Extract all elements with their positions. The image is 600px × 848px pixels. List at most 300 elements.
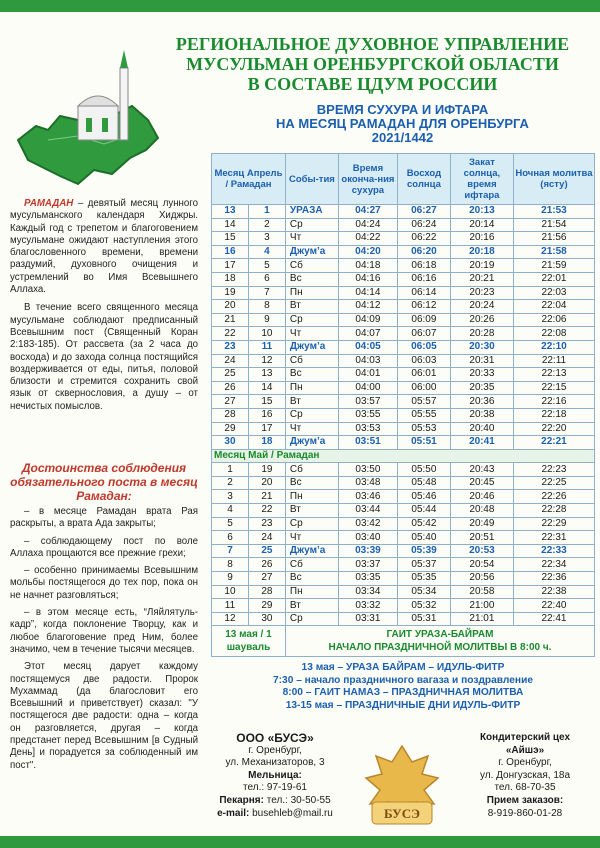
ramadan-day-cell: 11 bbox=[248, 340, 285, 354]
event-cell: Пн bbox=[285, 585, 338, 599]
iftar-cell: 20:23 bbox=[450, 286, 513, 300]
day-cell: 6 bbox=[212, 531, 249, 545]
sunrise-cell: 06:27 bbox=[397, 205, 450, 219]
sunrise-cell: 06:07 bbox=[397, 327, 450, 341]
event-cell: Чт bbox=[285, 327, 338, 341]
ramadan-day-cell: 5 bbox=[248, 259, 285, 273]
ramadan-intro bbox=[10, 198, 198, 419]
shop-phone: тел. 68-70-35 bbox=[494, 782, 556, 794]
day-cell: 17 bbox=[212, 259, 249, 273]
iftar-cell: 20:26 bbox=[450, 313, 513, 327]
day-cell: 28 bbox=[212, 408, 249, 422]
event-cell: Вт bbox=[285, 395, 338, 409]
night-prayer-cell: 22:20 bbox=[513, 422, 594, 436]
iftar-cell: 21:00 bbox=[450, 599, 513, 613]
subtitle-line-1: ВРЕМЯ СУХУРА И ИФТАРА bbox=[316, 102, 489, 117]
night-prayer-cell: 22:01 bbox=[513, 272, 594, 286]
night-prayer-cell: 22:06 bbox=[513, 313, 594, 327]
night-prayer-cell: 22:36 bbox=[513, 572, 594, 586]
ramadan-day-cell: 23 bbox=[248, 517, 285, 531]
col-sunset: Закат солнца, время ифтара bbox=[450, 154, 513, 205]
email-address[interactable]: busehleb@mail.ru bbox=[252, 807, 333, 819]
ramadan-day-cell: 22 bbox=[248, 504, 285, 518]
title-line-1: РЕГИОНАЛЬНОЕ ДУХОВНОЕ УПРАВЛЕНИЕ bbox=[175, 34, 570, 54]
day-cell: 3 bbox=[212, 490, 249, 504]
ramadan-day-cell: 3 bbox=[248, 232, 285, 246]
ramadan-day-cell: 19 bbox=[248, 463, 285, 477]
sunrise-cell: 05:50 bbox=[397, 463, 450, 477]
suhur-cell: 04:03 bbox=[338, 354, 397, 368]
holiday-events bbox=[211, 662, 595, 712]
event-cell: УРАЗА bbox=[285, 205, 338, 219]
night-prayer-cell: 22:04 bbox=[513, 300, 594, 314]
iftar-cell: 20:53 bbox=[450, 544, 513, 558]
ramadan-day-cell: 12 bbox=[248, 354, 285, 368]
night-prayer-cell: 22:13 bbox=[513, 368, 594, 382]
bakery-line bbox=[200, 795, 350, 808]
day-cell: 10 bbox=[212, 585, 249, 599]
suhur-cell: 03:31 bbox=[338, 612, 397, 626]
day-cell: 20 bbox=[212, 300, 249, 314]
suhur-cell: 03:55 bbox=[338, 408, 397, 422]
shop-title-1: Кондитерский цех bbox=[479, 732, 571, 743]
night-prayer-cell: 22:40 bbox=[513, 599, 594, 613]
event-line-1: 13 мая – УРАЗА БАЙРАМ – ИДУЛЬ-ФИТР bbox=[301, 662, 505, 673]
table-row bbox=[212, 422, 595, 436]
night-prayer-cell: 22:25 bbox=[513, 476, 594, 490]
ramadan-day-cell: 13 bbox=[248, 368, 285, 382]
event-cell: Вс bbox=[285, 272, 338, 286]
mill-phone: тел.: 97-19-61 bbox=[243, 782, 307, 794]
suhur-cell: 03:39 bbox=[338, 544, 397, 558]
bottom-band bbox=[0, 836, 600, 848]
table-row bbox=[212, 599, 595, 613]
iftar-cell: 20:31 bbox=[450, 354, 513, 368]
night-prayer-cell: 22:10 bbox=[513, 340, 594, 354]
event-cell: Вт bbox=[285, 504, 338, 518]
dignity-item: – в месяце Рамадан врата Рая раскрыты, а врата Ада закрыты; bbox=[10, 506, 198, 530]
day-cell: 5 bbox=[212, 517, 249, 531]
suhur-cell: 04:09 bbox=[338, 313, 397, 327]
day-cell: 2 bbox=[212, 476, 249, 490]
night-prayer-cell: 21:56 bbox=[513, 232, 594, 246]
day-cell: 27 bbox=[212, 395, 249, 409]
table-row bbox=[212, 354, 595, 368]
ramadan-day-cell: 29 bbox=[248, 599, 285, 613]
night-prayer-cell: 22:38 bbox=[513, 585, 594, 599]
suhur-cell: 04:00 bbox=[338, 381, 397, 395]
event-cell: Пн bbox=[285, 286, 338, 300]
suhur-cell: 04:01 bbox=[338, 368, 397, 382]
table-row bbox=[212, 612, 595, 626]
day-cell: 24 bbox=[212, 354, 249, 368]
sunrise-cell: 05:42 bbox=[397, 517, 450, 531]
night-prayer-cell: 21:58 bbox=[513, 245, 594, 259]
event-cell: Чт bbox=[285, 232, 338, 246]
event-cell: Ср bbox=[285, 313, 338, 327]
ramadan-day-cell: 8 bbox=[248, 300, 285, 314]
iftar-cell: 21:01 bbox=[450, 612, 513, 626]
suhur-cell: 04:22 bbox=[338, 232, 397, 246]
event-line-4: 13-15 мая – ПРАЗДНИЧНЫЕ ДНИ ИДУЛЬ-ФИТР bbox=[285, 699, 521, 711]
sunrise-cell: 06:14 bbox=[397, 286, 450, 300]
iftar-cell: 20:30 bbox=[450, 340, 513, 354]
sunrise-cell: 05:57 bbox=[397, 395, 450, 409]
sunrise-cell: 05:53 bbox=[397, 422, 450, 436]
iftar-cell: 20:21 bbox=[450, 272, 513, 286]
sunrise-cell: 06:16 bbox=[397, 272, 450, 286]
iftar-cell: 20:19 bbox=[450, 259, 513, 273]
event-cell: Ср bbox=[285, 517, 338, 531]
event-line-3: 8:00 – ГАИТ НАМАЗ – ПРАЗДНИЧНАЯ МОЛИТВА bbox=[282, 687, 524, 699]
event-cell: Сб bbox=[285, 259, 338, 273]
ramadan-day-cell: 10 bbox=[248, 327, 285, 341]
day-cell: 29 bbox=[212, 422, 249, 436]
page-title bbox=[150, 34, 595, 94]
day-cell: 8 bbox=[212, 558, 249, 572]
event-cell: Вс bbox=[285, 572, 338, 586]
company-name: ООО «БУСЭ» bbox=[236, 731, 314, 745]
table-row bbox=[212, 340, 595, 354]
iftar-cell: 20:45 bbox=[450, 476, 513, 490]
day-cell: 15 bbox=[212, 232, 249, 246]
table-row bbox=[212, 232, 595, 246]
col-suhur-end: Время оконча-ния сухура bbox=[338, 154, 397, 205]
table-row bbox=[212, 490, 595, 504]
email-label: e-mail: bbox=[217, 807, 250, 819]
table-row bbox=[212, 300, 595, 314]
suhur-cell: 03:44 bbox=[338, 504, 397, 518]
eid-text-1: ГАИТ УРАЗА-БАЙРАМ bbox=[386, 629, 494, 641]
table-row bbox=[212, 408, 595, 422]
ramadan-day-cell: 25 bbox=[248, 544, 285, 558]
iftar-cell: 20:24 bbox=[450, 300, 513, 314]
table-row bbox=[212, 205, 595, 219]
col-month: Месяц Апрель / Рамадан bbox=[212, 154, 286, 205]
dignity-item: – соблюдающему пост по воле Аллаха прощаются все прежние грехи; bbox=[10, 535, 198, 559]
day-cell: 9 bbox=[212, 572, 249, 586]
night-prayer-cell: 22:21 bbox=[513, 436, 594, 450]
intro-paragraph-2: В течение всего священного месяца мусульмане соблюдают предписанный Всевышним пост (Священный Коран 2:183-185). От рассвета (за 2 часа до восхода) и до захода солнца постящийся воздерживается от еды, питья, половой близости и стремится сохранить свой язык от сквернословия, а душу – от нечистых помыслов. bbox=[10, 302, 198, 412]
may-section bbox=[212, 449, 595, 463]
schedule-subtitle bbox=[210, 103, 595, 145]
emblem-text: БУСЭ bbox=[384, 806, 420, 821]
suhur-cell: 04:16 bbox=[338, 272, 397, 286]
sunrise-cell: 05:35 bbox=[397, 572, 450, 586]
event-cell: Джум’а bbox=[285, 436, 338, 450]
shop-info bbox=[455, 732, 595, 820]
intro-paragraph-1 bbox=[10, 198, 198, 296]
email-line bbox=[200, 808, 350, 821]
eid-row bbox=[212, 626, 595, 657]
title-line-2: МУСУЛЬМАН ОРЕНБУРГСКОЙ ОБЛАСТИ bbox=[186, 54, 559, 74]
ramadan-day-cell: 20 bbox=[248, 476, 285, 490]
ramadan-day-cell: 28 bbox=[248, 585, 285, 599]
event-cell: Вт bbox=[285, 599, 338, 613]
sunrise-cell: 05:51 bbox=[397, 436, 450, 450]
day-cell: 25 bbox=[212, 368, 249, 382]
may-header: Месяц Май / Рамадан bbox=[212, 449, 595, 463]
night-prayer-cell: 22:16 bbox=[513, 395, 594, 409]
event-cell: Чт bbox=[285, 422, 338, 436]
ramadan-day-cell: 18 bbox=[248, 436, 285, 450]
table-row bbox=[212, 286, 595, 300]
iftar-cell: 20:38 bbox=[450, 408, 513, 422]
night-prayer-cell: 21:54 bbox=[513, 218, 594, 232]
table-row bbox=[212, 572, 595, 586]
shop-title-2: «Айшэ» bbox=[505, 744, 545, 756]
iftar-cell: 20:40 bbox=[450, 422, 513, 436]
sunrise-cell: 05:37 bbox=[397, 558, 450, 572]
day-cell: 11 bbox=[212, 599, 249, 613]
sunrise-cell: 06:24 bbox=[397, 218, 450, 232]
sunrise-cell: 06:22 bbox=[397, 232, 450, 246]
table-row bbox=[212, 544, 595, 558]
orders-label: Прием заказов: bbox=[486, 794, 564, 806]
table-row bbox=[212, 245, 595, 259]
night-prayer-cell: 22:34 bbox=[513, 558, 594, 572]
ramadan-day-cell: 17 bbox=[248, 422, 285, 436]
table-row bbox=[212, 259, 595, 273]
subtitle-line-3: 2021/1442 bbox=[371, 130, 434, 145]
top-band bbox=[0, 0, 600, 12]
sunrise-cell: 06:09 bbox=[397, 313, 450, 327]
table-row bbox=[212, 436, 595, 450]
table-row bbox=[212, 558, 595, 572]
sunrise-cell: 06:20 bbox=[397, 245, 450, 259]
sunrise-cell: 06:00 bbox=[397, 381, 450, 395]
company-info bbox=[200, 732, 350, 820]
region-map-logo bbox=[8, 28, 168, 198]
iftar-cell: 20:58 bbox=[450, 585, 513, 599]
ramadan-day-cell: 1 bbox=[248, 205, 285, 219]
table-row bbox=[212, 368, 595, 382]
dignity-item: – особенно принимаемы Всевышним мольбы постящегося до тех пор, пока он не начнет разговляться; bbox=[10, 565, 198, 601]
dignities-title: Достоинства соблюдения обязательного поста в месяц Рамадан: bbox=[10, 461, 198, 503]
iftar-cell: 20:33 bbox=[450, 368, 513, 382]
table-row bbox=[212, 585, 595, 599]
sunrise-cell: 05:39 bbox=[397, 544, 450, 558]
dignity-item: – в этом месяце есть, “Ляйлятуль-кадр”, когда поклонение Творцу, как и любое благоговение пред Ним, более значимо, чем в течение тысячи месяцев. bbox=[10, 607, 198, 655]
day-cell: 21 bbox=[212, 313, 249, 327]
company-city: г. Оренбург, bbox=[248, 744, 302, 756]
shop-street: ул. Донгузская, 18а bbox=[479, 769, 571, 781]
ramadan-term: РАМАДАН bbox=[24, 198, 74, 209]
night-prayer-cell: 22:26 bbox=[513, 490, 594, 504]
bakery-label: Пекарня: bbox=[219, 794, 264, 806]
iftar-cell: 20:16 bbox=[450, 232, 513, 246]
iftar-cell: 20:49 bbox=[450, 517, 513, 531]
ramadan-day-cell: 7 bbox=[248, 286, 285, 300]
dignities-list bbox=[10, 506, 198, 777]
sunrise-cell: 06:12 bbox=[397, 300, 450, 314]
table-row bbox=[212, 327, 595, 341]
ramadan-day-cell: 9 bbox=[248, 313, 285, 327]
iftar-cell: 20:14 bbox=[450, 218, 513, 232]
buse-emblem-icon bbox=[350, 740, 454, 840]
night-prayer-cell: 22:28 bbox=[513, 504, 594, 518]
event-cell: Вс bbox=[285, 368, 338, 382]
iftar-cell: 20:56 bbox=[450, 572, 513, 586]
event-cell: Джум’а bbox=[285, 544, 338, 558]
event-cell: Ср bbox=[285, 218, 338, 232]
company-street: ул. Механизаторов, 3 bbox=[225, 757, 325, 769]
day-cell: 13 bbox=[212, 205, 249, 219]
night-prayer-cell: 21:53 bbox=[513, 205, 594, 219]
iftar-cell: 20:36 bbox=[450, 395, 513, 409]
ramadan-day-cell: 30 bbox=[248, 612, 285, 626]
suhur-cell: 04:12 bbox=[338, 300, 397, 314]
event-cell: Джум’а bbox=[285, 340, 338, 354]
ramadan-day-cell: 6 bbox=[248, 272, 285, 286]
suhur-cell: 03:34 bbox=[338, 585, 397, 599]
ramadan-day-cell: 14 bbox=[248, 381, 285, 395]
event-cell: Джум’а bbox=[285, 245, 338, 259]
day-cell: 30 bbox=[212, 436, 249, 450]
subtitle-line-2: НА МЕСЯЦ РАМАДАН ДЛЯ ОРЕНБУРГА bbox=[276, 116, 529, 131]
sunrise-cell: 05:40 bbox=[397, 531, 450, 545]
iftar-cell: 20:43 bbox=[450, 463, 513, 477]
suhur-cell: 03:57 bbox=[338, 395, 397, 409]
table-row bbox=[212, 218, 595, 232]
april-rows bbox=[212, 205, 595, 450]
table-row bbox=[212, 517, 595, 531]
ramadan-day-cell: 27 bbox=[248, 572, 285, 586]
suhur-cell: 03:46 bbox=[338, 490, 397, 504]
sunrise-cell: 06:05 bbox=[397, 340, 450, 354]
suhur-cell: 03:35 bbox=[338, 572, 397, 586]
eid-date: 13 мая / 1 шауваль bbox=[212, 626, 286, 657]
event-cell: Пн bbox=[285, 381, 338, 395]
eid-text-2: НАЧАЛО ПРАЗДНИЧНОЙ МОЛИТВЫ В 8:00 ч. bbox=[328, 642, 552, 654]
day-cell: 18 bbox=[212, 272, 249, 286]
night-prayer-cell: 22:18 bbox=[513, 408, 594, 422]
day-cell: 19 bbox=[212, 286, 249, 300]
iftar-cell: 20:13 bbox=[450, 205, 513, 219]
sunrise-cell: 05:34 bbox=[397, 585, 450, 599]
event-cell: Сб bbox=[285, 558, 338, 572]
event-cell: Вт bbox=[285, 300, 338, 314]
night-prayer-cell: 22:11 bbox=[513, 354, 594, 368]
day-cell: 1 bbox=[212, 463, 249, 477]
table-row bbox=[212, 531, 595, 545]
sunrise-cell: 05:32 bbox=[397, 599, 450, 613]
ramadan-day-cell: 21 bbox=[248, 490, 285, 504]
day-cell: 7 bbox=[212, 544, 249, 558]
col-sunrise: Восход солнца bbox=[397, 154, 450, 205]
table-row bbox=[212, 272, 595, 286]
event-cell: Сб bbox=[285, 463, 338, 477]
suhur-cell: 04:24 bbox=[338, 218, 397, 232]
day-cell: 26 bbox=[212, 381, 249, 395]
night-prayer-cell: 22:23 bbox=[513, 463, 594, 477]
table-row bbox=[212, 463, 595, 477]
sunrise-cell: 05:44 bbox=[397, 504, 450, 518]
iftar-cell: 20:41 bbox=[450, 436, 513, 450]
event-cell: Ср bbox=[285, 612, 338, 626]
dignity-item: Этот месяц дарует каждому постящемуся две радости. Пророк Мухаммад (да благословит его Всевышний и приветствует) сказал: "У постящегося две радости: одна – когда он разговляется, другая – когда предстанет перед Всевышним [в Судный День] и порадуется за соблюденный им пост". bbox=[10, 661, 198, 771]
table-row bbox=[212, 504, 595, 518]
mill-label: Мельница: bbox=[248, 769, 302, 781]
iftar-cell: 20:46 bbox=[450, 490, 513, 504]
night-prayer-cell: 22:29 bbox=[513, 517, 594, 531]
event-cell: Чт bbox=[285, 531, 338, 545]
ramadan-day-cell: 15 bbox=[248, 395, 285, 409]
suhur-cell: 04:14 bbox=[338, 286, 397, 300]
sunrise-cell: 06:03 bbox=[397, 354, 450, 368]
day-cell: 16 bbox=[212, 245, 249, 259]
night-prayer-cell: 21:59 bbox=[513, 259, 594, 273]
iftar-cell: 20:54 bbox=[450, 558, 513, 572]
day-cell: 12 bbox=[212, 612, 249, 626]
ramadan-day-cell: 2 bbox=[248, 218, 285, 232]
suhur-cell: 03:42 bbox=[338, 517, 397, 531]
night-prayer-cell: 22:15 bbox=[513, 381, 594, 395]
suhur-cell: 04:07 bbox=[338, 327, 397, 341]
suhur-cell: 04:27 bbox=[338, 205, 397, 219]
ramadan-day-cell: 4 bbox=[248, 245, 285, 259]
iftar-cell: 20:35 bbox=[450, 381, 513, 395]
col-events: Собы-тия bbox=[285, 154, 338, 205]
night-prayer-cell: 22:31 bbox=[513, 531, 594, 545]
day-cell: 22 bbox=[212, 327, 249, 341]
may-header-row bbox=[212, 449, 595, 463]
bakery-phone: тел.: 30-50-55 bbox=[266, 794, 331, 806]
eid-section bbox=[212, 626, 595, 657]
orders-phone: 8-919-860-01-28 bbox=[487, 807, 563, 819]
event-cell: Пн bbox=[285, 490, 338, 504]
table-row bbox=[212, 381, 595, 395]
night-prayer-cell: 22:33 bbox=[513, 544, 594, 558]
suhur-cell: 03:40 bbox=[338, 531, 397, 545]
may-rows bbox=[212, 463, 595, 626]
ramadan-day-cell: 16 bbox=[248, 408, 285, 422]
col-night-prayer: Ночная молитва (ясту) bbox=[513, 154, 594, 205]
suhur-cell: 03:32 bbox=[338, 599, 397, 613]
eid-info bbox=[285, 626, 594, 657]
iftar-cell: 20:28 bbox=[450, 327, 513, 341]
sunrise-cell: 05:31 bbox=[397, 612, 450, 626]
sunrise-cell: 05:48 bbox=[397, 476, 450, 490]
table-header-row bbox=[212, 154, 595, 205]
day-cell: 14 bbox=[212, 218, 249, 232]
event-line-2: 7:30 – начало праздничного вагаза и поздравление bbox=[272, 674, 534, 686]
day-cell: 4 bbox=[212, 504, 249, 518]
suhur-cell: 03:48 bbox=[338, 476, 397, 490]
iftar-cell: 20:48 bbox=[450, 504, 513, 518]
night-prayer-cell: 22:03 bbox=[513, 286, 594, 300]
table-row bbox=[212, 313, 595, 327]
shop-city: г. Оренбург, bbox=[498, 757, 552, 769]
sunrise-cell: 05:46 bbox=[397, 490, 450, 504]
ramadan-day-cell: 24 bbox=[248, 531, 285, 545]
suhur-cell: 03:51 bbox=[338, 436, 397, 450]
ramadan-day-cell: 26 bbox=[248, 558, 285, 572]
table-row bbox=[212, 395, 595, 409]
night-prayer-cell: 22:08 bbox=[513, 327, 594, 341]
intro-text-1: – девятый месяц лунного мусульманского календаря Хиджры. Каждый год с трепетом и благоговением мусульмане ожидают наступления этого благословенного времени, времени раздумий, духовного очищения и устремлений во Имя Всевышнего Аллаха. bbox=[10, 198, 198, 296]
sunrise-cell: 06:01 bbox=[397, 368, 450, 382]
event-cell: Сб bbox=[285, 354, 338, 368]
suhur-cell: 03:53 bbox=[338, 422, 397, 436]
title-line-3: В СОСТАВЕ ЦДУМ РОССИИ bbox=[247, 74, 498, 94]
suhur-cell: 03:50 bbox=[338, 463, 397, 477]
iftar-cell: 20:51 bbox=[450, 531, 513, 545]
ramadan-schedule-table bbox=[211, 153, 595, 657]
suhur-cell: 04:05 bbox=[338, 340, 397, 354]
event-cell: Вс bbox=[285, 476, 338, 490]
event-cell: Ср bbox=[285, 408, 338, 422]
